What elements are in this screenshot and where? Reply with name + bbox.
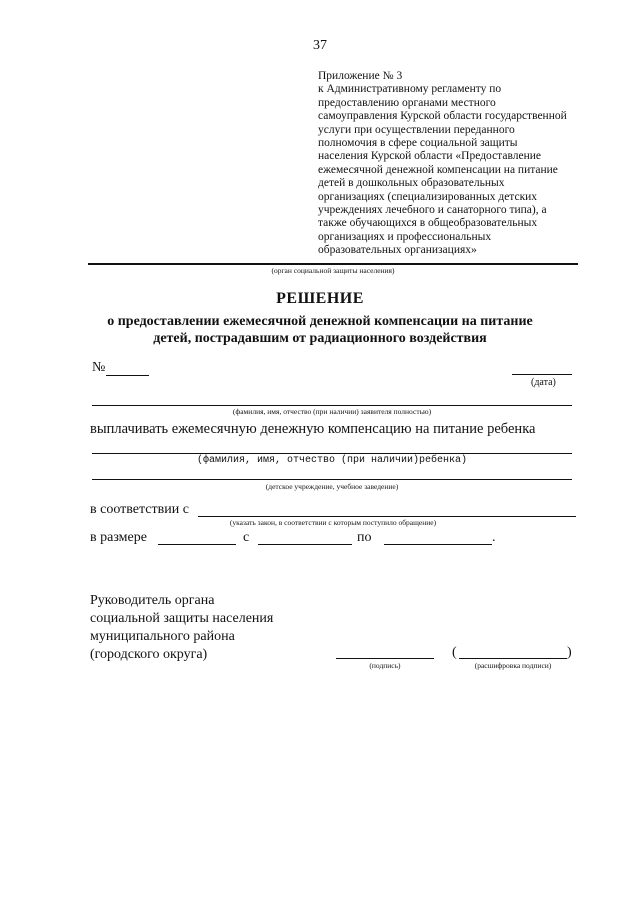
applicant-line xyxy=(92,405,572,406)
date-line xyxy=(512,374,572,375)
appendix-line: самоуправления Курской области государственной xyxy=(318,110,567,123)
appendix-line: образовательных организациях» xyxy=(318,244,477,257)
signature-line xyxy=(336,658,434,659)
appendix-line: услуги при осуществлении переданного xyxy=(318,123,515,136)
decoding-paren-open: ( xyxy=(452,645,457,660)
appendix-line: также обучающихся в общеобразовательных xyxy=(318,217,538,230)
appendix-block xyxy=(318,70,588,258)
organ-caption: (орган социальной защиты населения) xyxy=(271,266,395,275)
from-label: с xyxy=(243,530,250,545)
to-label: по xyxy=(357,530,372,545)
appendix-line: организациях (специализированных детских xyxy=(318,190,538,203)
child-caption: (фамилия, имя, отчество (при наличии)ребенка) xyxy=(196,455,468,466)
appendix-line: к Административному регламенту по xyxy=(318,83,502,96)
appendix-line: ежемесячной денежной компенсации на питание xyxy=(318,163,558,176)
document-title: РЕШЕНИЕ xyxy=(276,290,364,307)
decoding-paren-close: ) xyxy=(567,645,572,660)
organ-line xyxy=(88,263,578,265)
signatory-line: (городского округа) xyxy=(90,647,208,662)
amount-line xyxy=(158,544,236,545)
appendix-line: детей в дошкольных образовательных xyxy=(318,177,505,190)
signatory-line: муниципального района xyxy=(90,629,235,644)
pay-text: выплачивать ежемесячную денежную компенсацию на питание ребенка xyxy=(90,421,536,437)
institution-caption: (детское учреждение, учебное заведение) xyxy=(265,482,399,491)
page-number: 37 xyxy=(313,38,327,53)
signature-caption: (подпись) xyxy=(369,661,401,670)
amount-label: в размере xyxy=(90,530,147,545)
from-line xyxy=(258,544,352,545)
institution-line xyxy=(92,479,572,480)
decoding-line xyxy=(459,658,567,659)
appendix-line: населения Курской области «Предоставление xyxy=(318,150,541,163)
appendix-line: учреждениях лечебного и санаторного типа), а xyxy=(318,204,547,217)
to-line xyxy=(384,544,492,545)
date-caption: (дата) xyxy=(531,377,556,388)
number-label: № xyxy=(92,360,106,375)
law-caption: (указать закон, в соответствии с которым поступило обращение) xyxy=(229,518,437,527)
document-subtitle: детей, пострадавшим от радиационного воздействия xyxy=(153,331,487,346)
signatory-line: Руководитель органа xyxy=(90,593,215,608)
document-subtitle: о предоставлении ежемесячной денежной компенсации на питание xyxy=(107,314,533,329)
child-line xyxy=(92,453,572,454)
appendix-line: организациях и профессиональных xyxy=(318,230,492,243)
according-label: в соответствии с xyxy=(90,502,189,517)
period-end: . xyxy=(492,530,496,545)
signatory-line: социальной защиты населения xyxy=(90,611,274,626)
number-line xyxy=(106,375,149,376)
applicant-caption: (фамилия, имя, отчество (при наличии) заявителя полностью) xyxy=(232,407,432,416)
law-line xyxy=(198,516,576,517)
appendix-line: Приложение № 3 xyxy=(318,70,403,82)
appendix-line: полномочия в сфере социальной защиты xyxy=(318,137,518,150)
appendix-line: предоставлению органами местного xyxy=(318,96,496,109)
decoding-caption: (расшифровка подписи) xyxy=(474,661,552,670)
